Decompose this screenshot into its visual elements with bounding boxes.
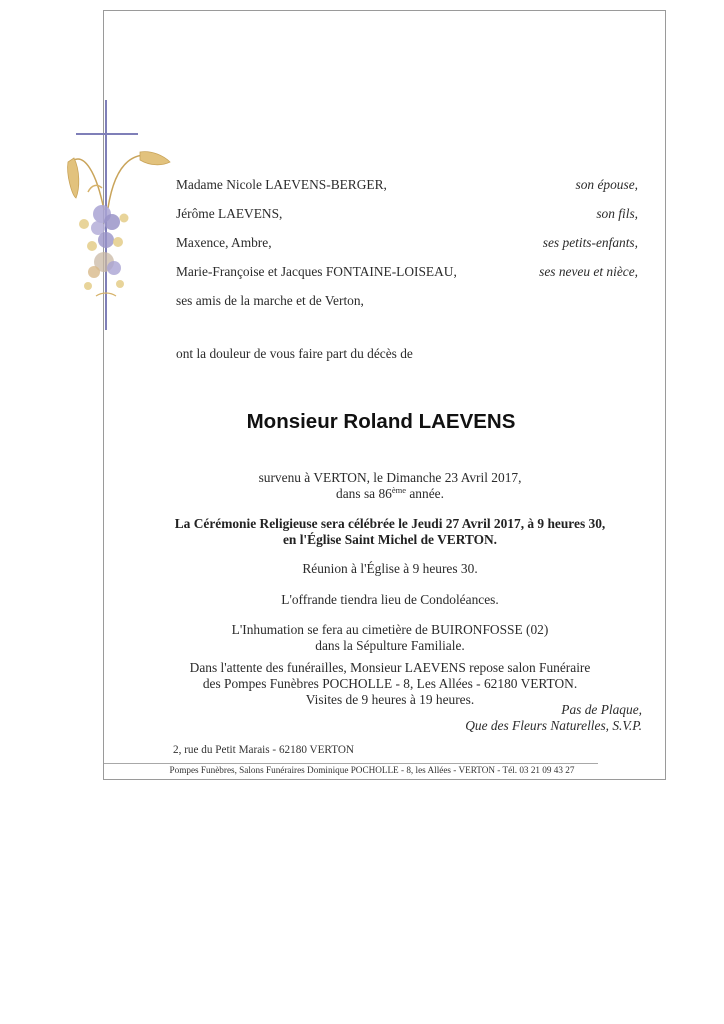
death-date-line: survenu à VERTON, le Dimanche 23 Avril 2017, bbox=[258, 470, 522, 485]
funeral-home-footer-text: Pompes Funèbres, Salons Funéraires Dominique POCHOLLE - 8, les Allées - VERTON - Tél. 03 21 09 43 27 bbox=[169, 765, 575, 775]
family-member-name: Maxence, Ambre, bbox=[176, 235, 272, 250]
funeral-home-footer bbox=[0, 765, 724, 775]
age-prefix: dans sa 86 bbox=[336, 486, 392, 501]
family-member-name: ses amis de la marche et de Verton, bbox=[176, 293, 364, 308]
age-suffix: année. bbox=[406, 486, 444, 501]
family-relation: ses neveu et nièce, bbox=[539, 264, 638, 279]
ceremony-line-2: en l'Église Saint Michel de VERTON. bbox=[282, 532, 498, 547]
family-row bbox=[176, 177, 638, 197]
family-relation: son fils, bbox=[596, 206, 638, 221]
offrande-line: L'offrande tiendra lieu de Condoléances. bbox=[281, 592, 499, 607]
death-details bbox=[140, 470, 640, 502]
family-row bbox=[176, 293, 638, 313]
reunion-line: Réunion à l'Église à 9 heures 30. bbox=[302, 561, 478, 576]
family-row bbox=[176, 206, 638, 226]
inhumation-details bbox=[140, 622, 640, 654]
deceased-name bbox=[0, 410, 724, 434]
age-line bbox=[140, 486, 640, 502]
repose-line-1: Dans l'attente des funérailles, Monsieur LAEVENS repose salon Funéraire bbox=[189, 660, 591, 675]
family-row bbox=[176, 264, 638, 284]
announcement-intro: ont la douleur de vous faire part du décès de bbox=[176, 346, 413, 361]
repose-line-2: des Pompes Funèbres POCHOLLE - 8, Les Allées - 62180 VERTON. bbox=[202, 676, 578, 691]
inhumation-line-2: dans la Sépulture Familiale. bbox=[315, 638, 465, 653]
family-row bbox=[176, 235, 638, 255]
family-address: 2, rue du Petit Marais - 62180 VERTON bbox=[173, 744, 355, 756]
cross-with-wheat-and-flowers-icon bbox=[66, 100, 176, 330]
repose-line-3: Visites de 9 heures à 19 heures. bbox=[305, 692, 475, 707]
flowers-note-line-1: Pas de Plaque, bbox=[561, 702, 642, 717]
deceased-name-text: Monsieur Roland LAEVENS bbox=[246, 410, 516, 433]
inhumation-line-1: L'Inhumation se fera au cimetière de BUIRONFOSSE (02) bbox=[231, 622, 549, 637]
flowers-note-line-2: Que des Fleurs Naturelles, S.V.P. bbox=[465, 718, 642, 733]
family-relation: ses petits-enfants, bbox=[542, 235, 638, 250]
family-member-name: Marie-Françoise et Jacques FONTAINE-LOISEAU, bbox=[176, 264, 457, 279]
flowers-note bbox=[465, 702, 642, 734]
family-member-name: Madame Nicole LAEVENS-BERGER, bbox=[176, 177, 387, 192]
repose-details bbox=[140, 660, 640, 708]
age-superscript: ème bbox=[391, 485, 407, 495]
ceremony-details bbox=[140, 516, 640, 548]
footer-divider bbox=[104, 763, 598, 764]
family-relation: son épouse, bbox=[575, 177, 638, 192]
family-member-name: Jérôme LAEVENS, bbox=[176, 206, 283, 221]
ceremony-line-1: La Cérémonie Religieuse sera célébrée le Jeudi 27 Avril 2017, à 9 heures 30, bbox=[174, 516, 606, 531]
